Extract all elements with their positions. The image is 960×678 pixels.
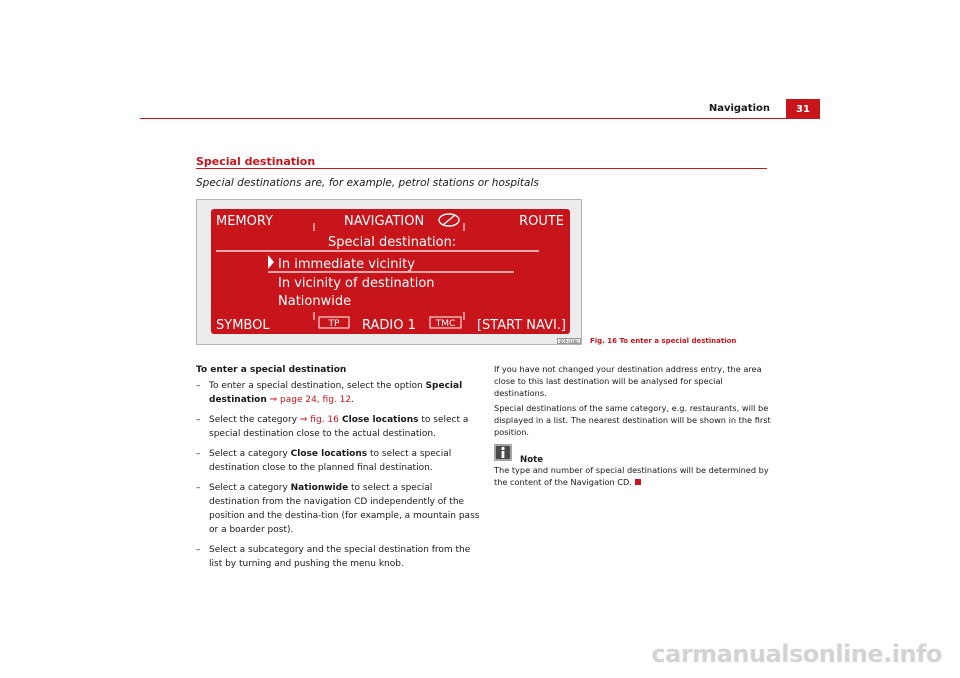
display-option-2: In vicinity of destination	[278, 276, 435, 291]
procedure-heading: To enter a special destination	[196, 365, 347, 375]
display-option-1: In immediate vicinity	[278, 257, 415, 272]
display-bottom-right: [START NAVI.]	[476, 318, 566, 333]
page-reference-link[interactable]: ⇒ page 24, fig. 12	[266, 395, 352, 405]
section-rule	[196, 168, 767, 169]
selection-arrow-icon	[268, 255, 274, 269]
compass-icon	[439, 214, 459, 226]
note-text: The type and number of special destinations will be determined by the content of the Navigation CD.	[494, 465, 769, 487]
display-top-center: NAVIGATION	[344, 214, 425, 229]
right-column	[494, 363, 774, 491]
note-icon	[494, 444, 512, 461]
left-column	[196, 363, 482, 577]
step-2: – Select the category ⇒ fig. 16 Close locations to select a special destination close to the actual destination.	[196, 415, 469, 439]
section-title: Special destination	[196, 155, 316, 168]
display-graphic	[211, 209, 570, 334]
end-mark-icon	[635, 479, 641, 485]
step-4: – Select a category Nationwide to select a special destination from the navigation CD independently of the position and the destina-tion (for example, a mountain pass or a boarder post).	[196, 483, 480, 535]
display-top-right: ROUTE	[519, 214, 564, 229]
figure-reference-link[interactable]: ⇒ fig. 16	[299, 415, 339, 425]
display-bottom-left: SYMBOL	[216, 318, 270, 333]
note-label: Note	[520, 455, 544, 465]
display-bottom-radio: RADIO 1	[362, 318, 416, 333]
step-1: – To enter a special destination, select the option Special destination ⇒ page 24, fig. 12.	[196, 381, 463, 405]
display-option-3: Nationwide	[278, 294, 352, 309]
figure-caption: Fig. 16 To enter a special destination	[590, 337, 737, 345]
paragraph-1: If you have not changed your destination address entry, the area close to this last destination will be analysed for special destinations.	[494, 364, 762, 398]
display-tmc: TMC	[435, 319, 456, 329]
navigation-display	[211, 209, 570, 334]
watermark: carmanualsonline.info	[651, 640, 942, 668]
section-subtitle: Special destinations are, for example, petrol stations or hospitals	[196, 177, 539, 189]
display-menu-title: Special destination:	[328, 235, 457, 250]
figure-code: B5P-0380	[557, 338, 581, 344]
step-5: – Select a subcategory and the special destination from the list by turning and pushing the menu knob.	[196, 545, 471, 569]
header-rule	[140, 118, 820, 119]
step-3: – Select a category Close locations to select a special destination close to the planned final destination.	[196, 449, 452, 473]
header-title: Navigation	[708, 103, 770, 114]
display-top-left: MEMORY	[216, 214, 274, 229]
display-tp: TP	[328, 319, 340, 329]
note-block	[494, 444, 774, 464]
page-number: 31	[786, 99, 820, 119]
paragraph-2: Special destinations of the same category, e.g. restaurants, will be displayed in a list. The nearest destination will be shown in the first position.	[494, 403, 771, 437]
